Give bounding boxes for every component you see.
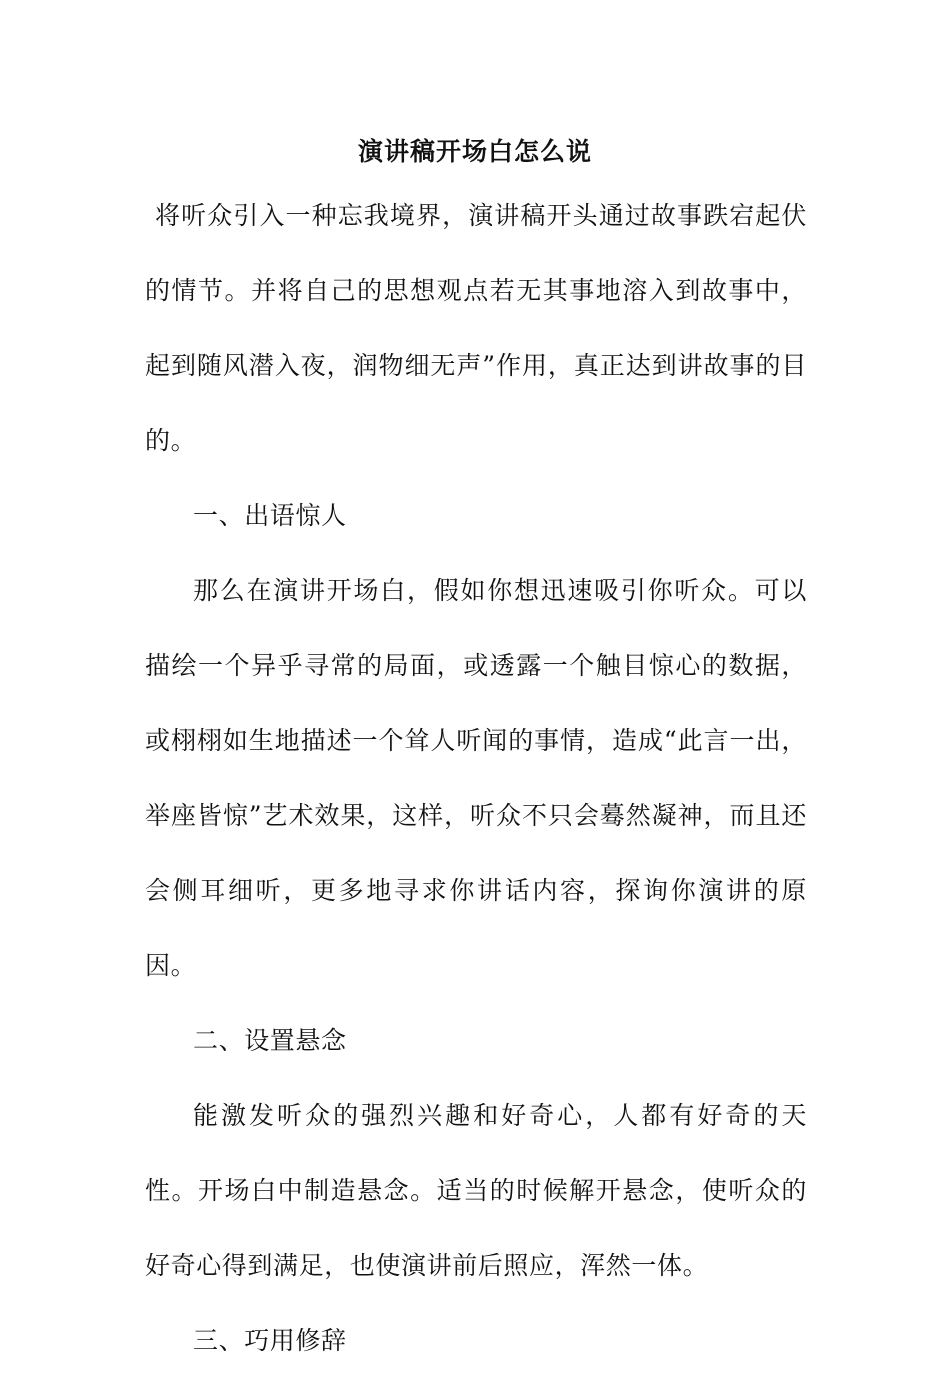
section-paragraph-2: 能激发听众的强烈兴趣和好奇心，人都有好奇的天性。开场白中制造悬念。适当的时候解开悬念，使听众的好奇心得到满足，也使演讲前后照应，浑然一体。 <box>145 1101 807 1280</box>
intro-paragraph: 将听众引入一种忘我境界，演讲稿开头通过故事跌宕起伏的情节。并将自己的思想观点若无其事地溶入到故事中，起到随风潜入夜，润物细无声”作用，真正达到讲故事的目的。 <box>145 201 807 455</box>
section-heading-1: 一、出语惊人 <box>193 501 347 530</box>
section-paragraph-1: 那么在演讲开场白，假如你想迅速吸引你听众。可以描绘一个异乎寻常的局面，或透露一个触目惊心的数据，或栩栩如生地描述一个耸人听闻的事情，造成“此言一出，举座皆惊”艺术效果，这样，听众不只会蓦然凝神，而且还会侧耳细听，更多地寻求你讲话内容，探询你演讲的原因。 <box>145 576 807 980</box>
document-title: 演讲稿开场白怎么说 <box>357 137 592 166</box>
section-heading-3: 三、巧用修辞 <box>193 1326 347 1355</box>
section-heading-2: 二、设置悬念 <box>193 1026 347 1055</box>
document-body <box>145 178 807 1378</box>
